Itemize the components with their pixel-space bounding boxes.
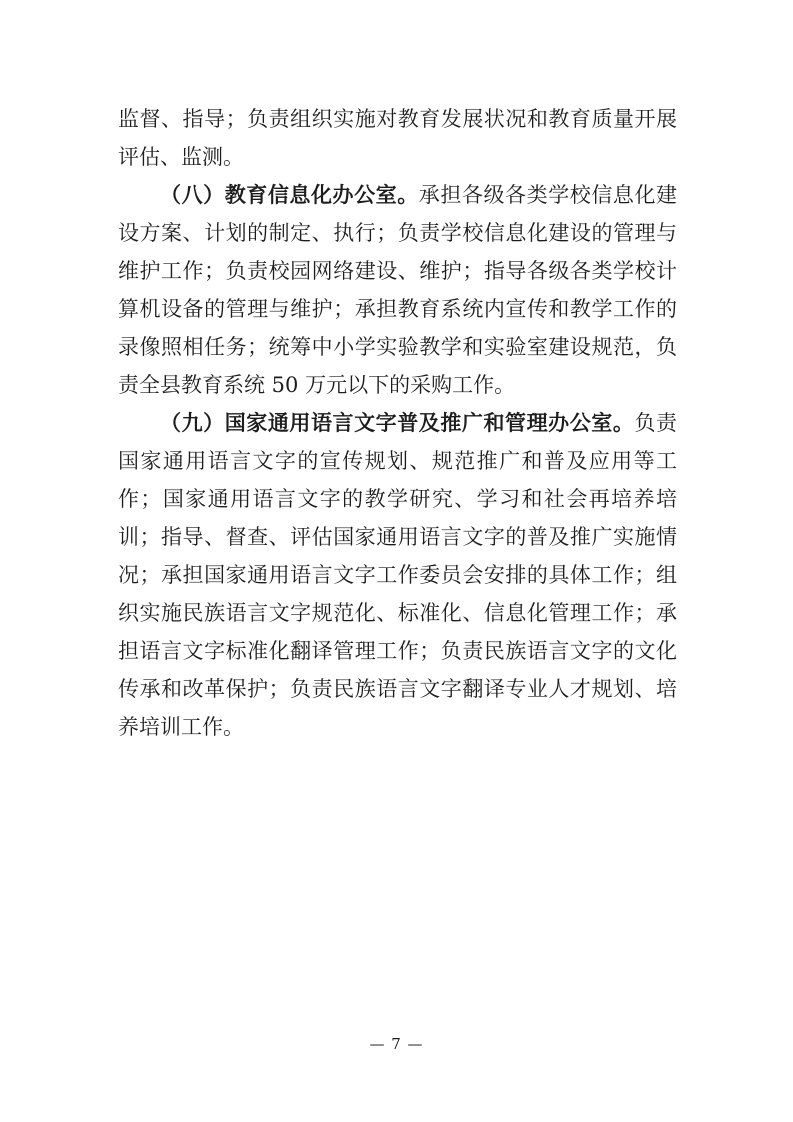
section-9-heading: （九）国家通用语言文字普及推广和管理办公室。 <box>160 410 635 435</box>
paragraph-text: 负责国家通用语言文字的宣传规划、规范推广和普及应用等工作；国家通用语言文字的教学研究、学习和社会再培养培训；指导、督查、评估国家通用语言文字的普及推广实施情况；承担国家通用语言文字工作委员会安排的具体工作；组织实施民族语言文字规范化、标准化、信息化管理工作；承担语言文字标准化翻译管理工作；负责民族语言文字的文化传承和改革保护；负责民族语言文字翻译专业人才规划、培养培训工作。 <box>118 411 678 739</box>
page-number: — 7 — <box>369 1035 424 1053</box>
document-body <box>118 100 677 746</box>
paragraph-text: 监督、指导；负责组织实施对教育发展状况和教育质量开展评估、监测。 <box>118 107 677 169</box>
paragraph-section-8 <box>118 176 677 404</box>
paragraph-continuation <box>118 100 677 176</box>
section-8-heading: （八）教育信息化办公室。 <box>160 182 419 207</box>
paragraph-text: 承担各级各类学校信息化建设方案、计划的制定、执行；负责学校信息化建设的管理与维护工作；负责校园网络建设、维护；指导各级各类学校计算机设备的管理与维护；承担教育系统内宣传和教学工作的录像照相任务；统筹中小学实验教学和实验室建设规范，负责全县教育系统 50 万元以下的采购工作。 <box>118 183 678 397</box>
paragraph-section-9 <box>118 404 677 746</box>
